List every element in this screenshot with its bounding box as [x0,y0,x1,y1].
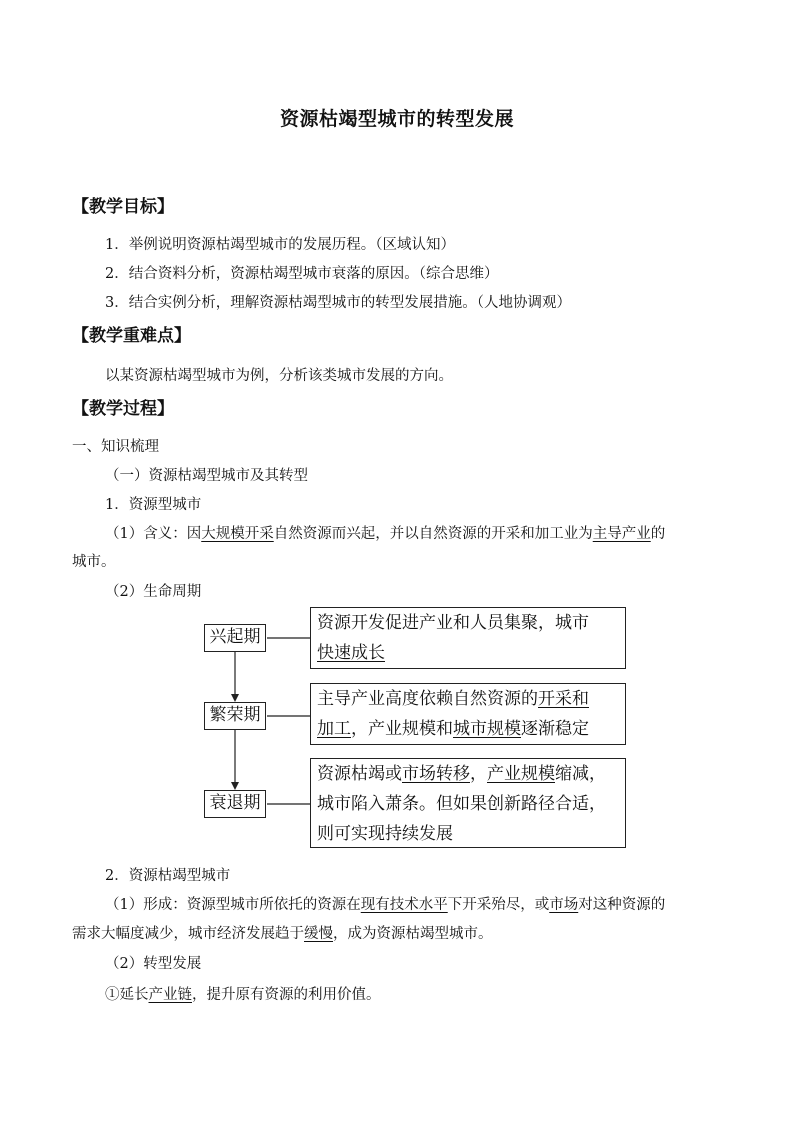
box3-underline-1: 市场转移 [402,764,470,784]
box2-text-c: 逐渐稳定 [521,719,589,739]
box2-underline-3: 城市规模 [453,719,521,739]
extend-underline: 产业链 [148,987,192,1003]
box2-underline-2: 加工 [317,719,351,739]
form-underline-2: 市场 [549,897,579,913]
description-box-decline [310,758,626,848]
part1-label: 一、知识梳理 [72,439,159,455]
box3-text-a: 资源枯竭或 [317,764,402,784]
def-mid: 自然资源而兴起，并以自然资源的开采和加工业为 [273,526,593,542]
description-box-prosperity [310,683,626,745]
objective-item-2: 2．结合资料分析，资源枯竭型城市衰落的原因。（综合思维） [105,266,499,282]
form-suffix: 对这种资源的 [578,897,666,913]
formation-line-2 [72,922,493,943]
box2-underline-1: 开采和 [538,689,589,709]
box2-text-a: 主导产业高度依赖自然资源的 [317,689,538,709]
arrow-head-1 [231,694,239,702]
extend-b: ，提升原有资源的利用价值。 [192,987,381,1003]
box2-text-b: ，产业规模和 [351,719,453,739]
box3-line3: 则可实现持续发展 [317,824,453,844]
objective-item-3: 3．结合实例分析，理解资源枯竭型城市的转型发展措施。（人地协调观） [105,295,571,311]
form2-b: ，成为资源枯竭型城市。 [333,926,493,942]
keypoints-heading: 【教学重难点】 [72,326,191,346]
item-depleted-city: 2．资源枯竭型城市 [105,868,231,884]
stage-decline: 衰退期 [204,790,266,818]
def-prefix: （1）含义：因 [105,526,202,542]
def-underline-1: 大规模开采 [201,526,274,542]
box3-text-b: ， [470,764,487,784]
def-suffix: 的 [650,526,666,542]
document-title: 资源枯竭型城市的转型发展 [279,108,514,130]
description-box-rising [310,607,626,669]
form-mid: 下开采殆尽，或 [447,897,550,913]
form-underline-1: 现有技术水平 [360,897,448,913]
objective-item-1: 1．举例说明资源枯竭型城市的发展历程。（区域认知） [105,237,455,253]
subsection-1: （一）资源枯竭型城市及其转型 [105,468,308,484]
stage-rising: 兴起期 [204,624,266,652]
box1-underline: 快速成长 [317,643,385,663]
extend-chain-line [105,983,381,1004]
box3-underline-2: 产业规模 [487,764,555,784]
lifecycle-label: （2）生命周期 [105,584,202,600]
box1-line1: 资源开发促进产业和人员集聚，城市 [317,613,589,633]
definition-line-2: 城市。 [72,554,116,570]
transform-label: （2）转型发展 [105,956,202,972]
process-heading: 【教学过程】 [72,399,174,419]
box3-line2: 城市陷入萧条。但如果创新路径合适， [317,794,606,814]
form2-a: 需求大幅度减少，城市经济发展趋于 [72,926,304,942]
formation-line-1 [105,893,665,914]
stage-prosperity: 繁荣期 [204,702,266,730]
def-underline-2: 主导产业 [592,526,651,542]
objectives-heading: 【教学目标】 [72,197,174,217]
form2-underline: 缓慢 [304,926,333,942]
form-prefix: （1）形成：资源型城市所依托的资源在 [105,897,361,913]
box3-text-c: 缩减， [555,764,606,784]
arrow-head-2 [231,782,239,790]
extend-a: ①延长 [105,987,149,1003]
keypoints-text: 以某资源枯竭型城市为例，分析该类城市发展的方向。 [105,368,453,384]
item-resource-city: 1．资源型城市 [105,497,202,513]
